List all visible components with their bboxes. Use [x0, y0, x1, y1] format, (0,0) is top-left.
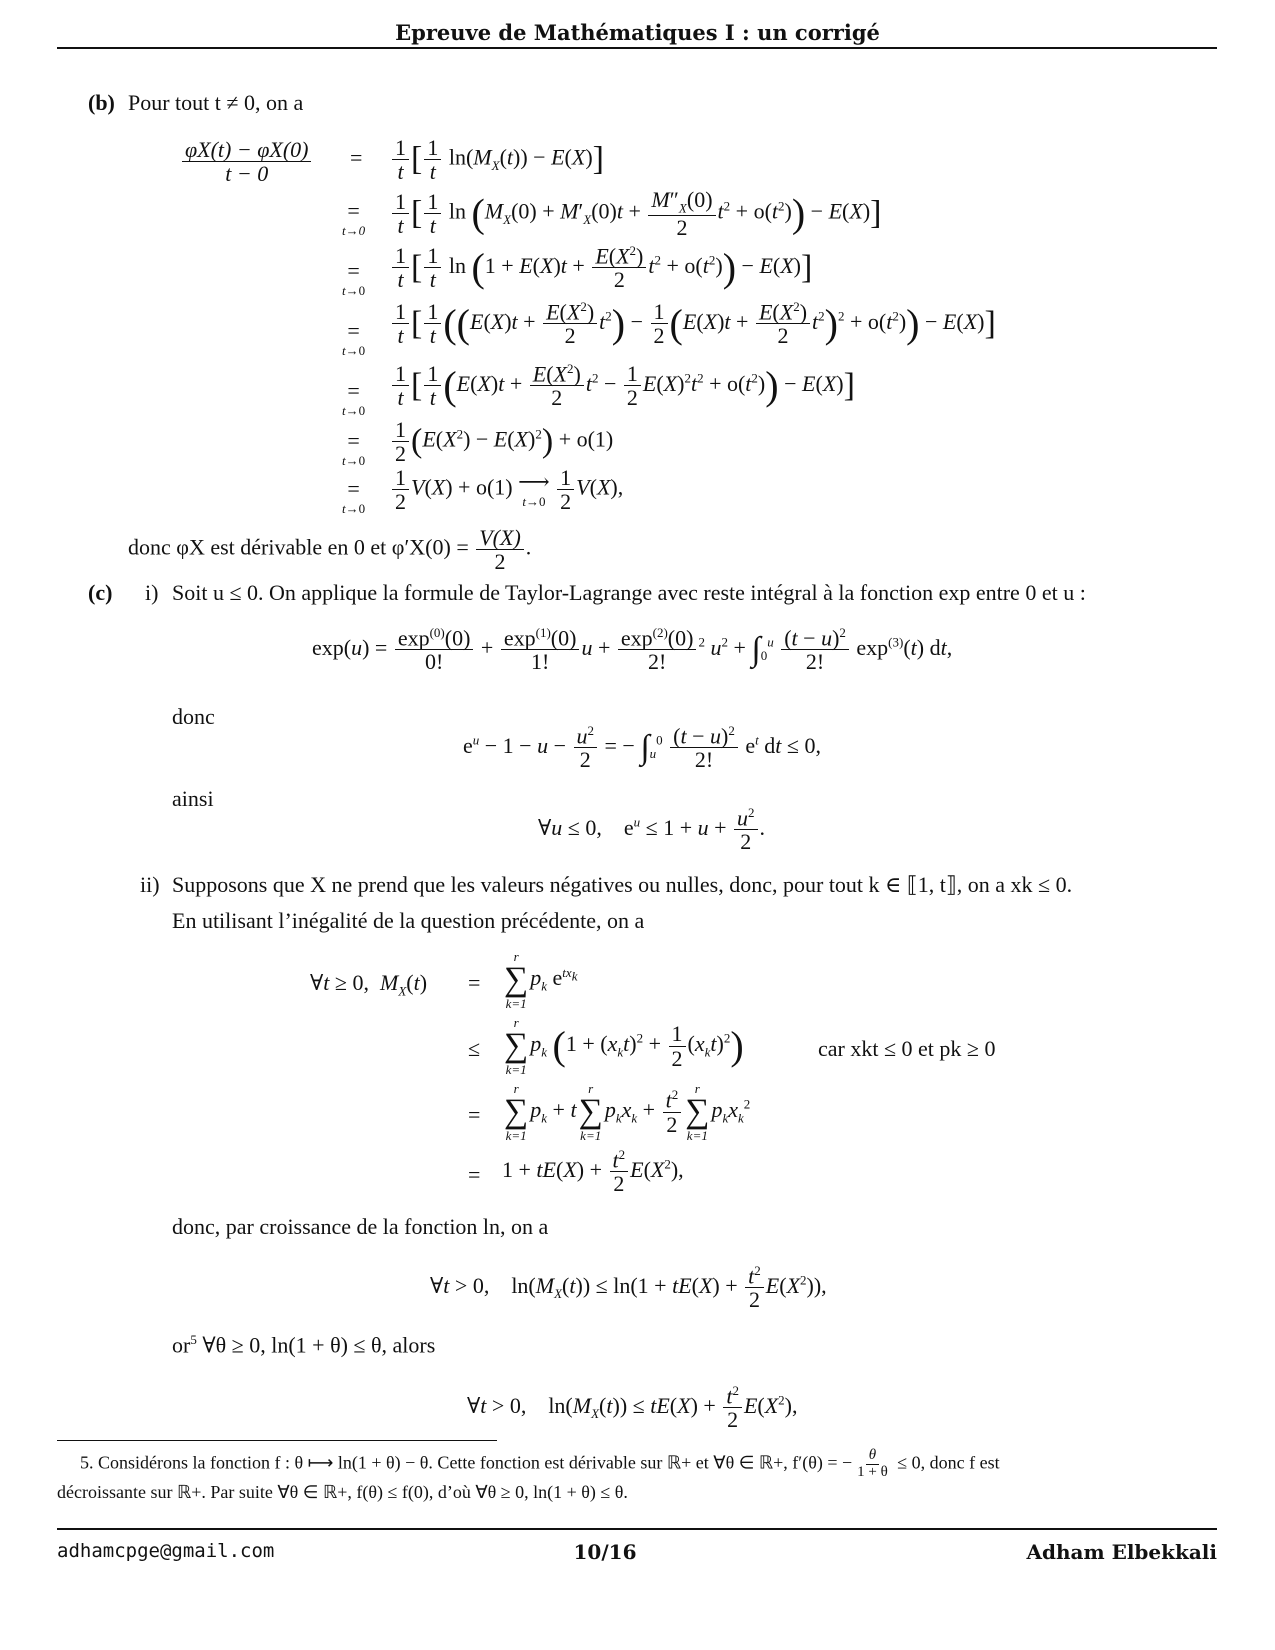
eq-line-7-op: = t→0 — [342, 476, 366, 516]
car-condition: car xkt ≤ 0 et pk ≥ 0 — [818, 1036, 996, 1061]
mx-lhs: ∀t ≥ 0, $M_X(t)$ — [310, 970, 428, 999]
inequality-1: $e^u - 1 - u$ − $\frac{u^2}{2}$ = − $\int_u^0$ $\frac{(t - u)^2}{2!}$ $e^t$ dt ≤ 0, — [463, 723, 821, 773]
header-rule — [57, 47, 1217, 49]
part-c-ii-text-2: En utilisant l’inégalité de la question précédente, on a — [172, 908, 645, 933]
eq-line-1-rhs: $\frac{1}{t}$ [ $\frac{1}{t}$ $\ln(M_X(t)) - E(X)$] — [390, 136, 604, 183]
footer-email[interactable]: adhamcpge@gmail.com — [57, 1540, 275, 1562]
part-c-ii-text-1: Supposons que X ne prend que les valeurs négatives ou nulles, donc, pour tout k ∈ ⟦1, t⟧, on a xk ≤ 0. — [172, 872, 1073, 897]
eq-line-5-rhs: $\frac{1}{t}$ [ $\frac{1}{t}$ (E(X)t + $\frac{E(X^2)}{2}$ $t^2$ − $\frac{1}{2}$ $E(X)^2t^2 + o(t^2)) - E(X)$] — [390, 362, 855, 410]
part-c-label: (c) — [88, 580, 113, 605]
part-b-intro: Pour tout t ≠ 0, on a — [128, 90, 304, 115]
part-b-conclusion: donc φX est dérivable en 0 et φ′X(0) = $\frac{V(X)}{2}$ . — [128, 525, 532, 575]
footnote-line-1: 5. Considérons la fonction f : θ ⟼ ln(1 + θ) − θ. Cette fonction est dérivable sur ℝ+ et ∀θ ∈ ℝ+, f′(θ) = − $\frac{\theta}{1 + \theta}$ ≤ 0, donc f est — [80, 1447, 1000, 1480]
donc-label: donc — [172, 704, 215, 729]
part-c-i-label: i) — [145, 580, 159, 605]
eq-line-6-rhs: $\frac{1}{2}$ $(E(X^2) - E(X)^2) + o(1)$ — [390, 418, 613, 465]
part-b-label: (b) — [88, 90, 115, 115]
conclusion-text: donc φX est dérivable en 0 et φ′X(0) = — [128, 534, 469, 560]
eq-line-7-rhs: $\frac{1}{2}$ V(X) + o(1) ⟶ t→0 $\frac{1}{2}$ V(X), — [390, 466, 623, 513]
eq-line-4-op: = t→0 — [342, 318, 366, 358]
footnote-line-2: décroissante sur ℝ+. Par suite ∀θ ∈ ℝ+, f(θ) ≤ f(0), d’où ∀θ ≥ 0, ln(1 + θ) ≤ θ. — [57, 1482, 628, 1502]
page-header-title: Epreuve de Mathématiques I : un corrigé — [395, 20, 880, 45]
croissance-text: donc, par croissance de la fonction ln, on a — [172, 1214, 549, 1239]
taylor-formula: exp(u) = $\frac{\exp^{(0)}(0)}{0!}$ + $\frac{\exp^{(1)}(0)}{1!}$ u + $\frac{\exp^{(2)}(0)}{2!}$ $^2$ $u^2 + \int_0^u$ $\frac{(t - u)^2}{2!}$ $\exp^{(3)}(t)$ dt, — [312, 625, 953, 675]
lhs-fraction: $\frac{\varphi X(t) - \varphi X(0)}{t - 0}$ — [180, 138, 313, 185]
eq-line-3-op: = t→0 — [342, 258, 366, 298]
eq-line-2-rhs: $\frac{1}{t}$ [ $\frac{1}{t}$ $\ln (M_X(0) + M'_X(0)t$ + $\frac{M''_X(0)}{2}$ $t^2 + o(t^2)) - E(X)$] — [390, 188, 881, 239]
eq-line-4-rhs: $\frac{1}{t}$ [ $\frac{1}{t}$ ((E(X)t + $\frac{E(X^2)}{2}$ $t^2$) − $\frac{1}{2}$ (E(X)t + $\frac{E(X^2)}{2}$ $t^2)^2 + o(t^2)) - E(X)$] — [390, 300, 996, 348]
eq-line-1: = — [350, 145, 363, 170]
part-c-ii-label: ii) — [140, 872, 160, 897]
mx-line-2: r ∑ k=1 $p_k$ ($1 + (x_kt)^2$ + $\frac{1}{2}$ $(x_kt)^2$) — [504, 1015, 744, 1077]
eq-line-5-op: = t→0 — [342, 378, 366, 418]
eq-line-6-op: = t→0 — [342, 428, 366, 468]
ainsi-label: ainsi — [172, 786, 214, 811]
mx-line-3: r ∑ k=1 $p_k + t$ r ∑ k=1 $p_kx_k$ + $\frac{t^2}{2}$ r ∑ k=1 $p_kx_k^2$ — [504, 1081, 751, 1143]
inequality-2: ∀u ≤ 0, $e^u \le 1 + u$ + $\frac{u^2}{2}$ . — [538, 805, 766, 855]
footnote-rule — [57, 1440, 497, 1441]
or-text: $or^5$ ∀θ ≥ 0, ln(1 + θ) ≤ θ, alors — [172, 1332, 436, 1358]
eq-line-2-op: = t→0 — [342, 198, 366, 238]
final-inequality: ∀t > 0, $\ln(M_X(t)) \le tE(X)$ + $\frac{t^2}{2}$ $E(X^2)$, — [467, 1383, 798, 1433]
footer-author: Adham Elbekkali — [1026, 1540, 1217, 1564]
part-c-i-text: Soit u ≤ 0. On applique la formule de Taylor-Lagrange avec reste intégral à la fonction exp entre 0 et u : — [172, 580, 1086, 605]
mx-line-1: r ∑ k=1 $p_k$ $e^{tx_k}$ — [504, 949, 578, 1011]
ln-inequality: ∀t > 0, $\ln(M_X(t)) \le \ln(1 + tE(X)$ + $\frac{t^2}{2}$ $E(X^2)$), — [430, 1263, 827, 1313]
footer-rule — [57, 1528, 1217, 1530]
footer-page-number: 10/16 — [573, 1540, 637, 1564]
footnote-ref[interactable]: 5 — [190, 1332, 197, 1347]
mx-line-4: 1 + tE(X) + $\frac{t^2}{2}$ $E(X^2)$, — [502, 1147, 684, 1197]
eq-line-3-rhs: $\frac{1}{t}$ [ $\frac{1}{t}$ ln (1 + E(X)t + $\frac{E(X^2)}{2}$ $t^2 + o(t^2)) - E(X)$] — [390, 244, 812, 292]
